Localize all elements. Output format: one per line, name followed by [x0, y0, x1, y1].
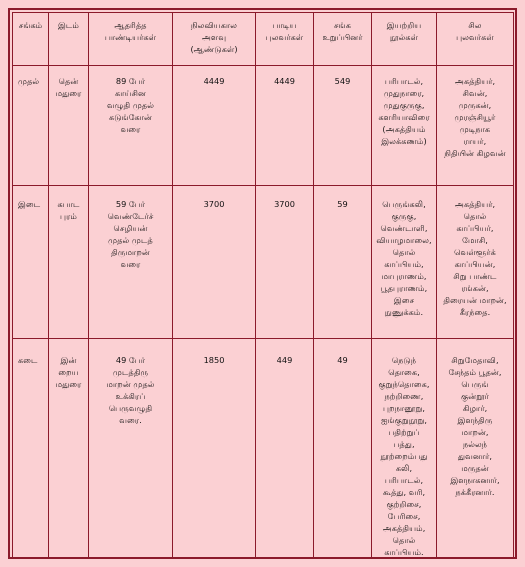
- cell-sangam: கடை: [13, 339, 49, 559]
- cell-some-poets: அகத்தியர், சிவன், முருகன், முரஞ்சியூர் முடிநாக ராயர், நிதியின் கிழவன்: [437, 66, 514, 186]
- cell-members: 59: [314, 186, 372, 339]
- sangam-table: [12, 12, 514, 559]
- cell-place: தென் மதுரை: [49, 66, 89, 186]
- cell-members: 49: [314, 339, 372, 559]
- cell-works: நெடுந் தொகை, குறுந்தொகை, நற்றிணை, புறநானூறு, ஐங்குறுநூறு, பதிற்றுப் பத்து, நூற்றைம்பது கலி, பரிபாடல், கூத்து, வரி, குற்றிசை, பேரிசை, அகத்தியம், தொல் காப்பியம்.: [372, 339, 437, 559]
- cell-kings: 59 பேர் வெண்டேர்ச் செழியன் முதல் முடத் திருமாறன் வரை: [89, 186, 173, 339]
- header-kings: ஆதரித்த பாண்டியர்கள்: [89, 13, 173, 66]
- cell-some-poets: அகத்தியர், தொல் காப்பியர், மோசி, வெள்ளூர்க் காப்பியன், சிறு பாண்ட ரங்கன், திரையன் மாறன், கீரந்தை.: [437, 186, 514, 339]
- header-sangam: சங்கம்: [13, 13, 49, 66]
- cell-duration: 4449: [173, 66, 256, 186]
- cell-poets: 4449: [256, 66, 314, 186]
- table-row: [13, 66, 514, 186]
- cell-some-poets: சிறுமேதாவி, சேந்தம் பூதன், பெருங் குன்றூர் கிழார், இளந்திரு மாறன், நல்லந் துவனார், மருதன் இளநாகனார், நக்கீரனார்.: [437, 339, 514, 559]
- cell-works: பரிபாடல், முதுநாரை, முதுகுருகு, களரியாவிரை (அகத்தியம் இலக்கணம்): [372, 66, 437, 186]
- table-row: [13, 339, 514, 559]
- header-place: இடம்: [49, 13, 89, 66]
- cell-members: 549: [314, 66, 372, 186]
- cell-place: இன் றைய மதுரை: [49, 339, 89, 559]
- header-works: இயற்றிய நூல்கள்: [372, 13, 437, 66]
- cell-place: கபாட புரம்: [49, 186, 89, 339]
- header-poets: பாடிய புலவர்கள்: [256, 13, 314, 66]
- header-some-poets: சில புலவர்கள்: [437, 13, 514, 66]
- cell-sangam: இடை: [13, 186, 49, 339]
- cell-kings: 89 பேர் காய்சின வழுதி முதல் கடுங்கோன் வரை: [89, 66, 173, 186]
- header-members: சங்க உறுப்பினர்: [314, 13, 372, 66]
- cell-poets: 449: [256, 339, 314, 559]
- cell-duration: 3700: [173, 186, 256, 339]
- cell-sangam: முதல்: [13, 66, 49, 186]
- header-duration: நிலவியகால அளவு (ஆண்டுகள்): [173, 13, 256, 66]
- header-row: [13, 13, 514, 66]
- table-row: [13, 186, 514, 339]
- cell-duration: 1850: [173, 339, 256, 559]
- cell-kings: 49 பேர் முடத்திரு மாறன் முதல் உக்கிரப் பெருவழுதி வரை.: [89, 339, 173, 559]
- cell-poets: 3700: [256, 186, 314, 339]
- cell-works: பெருங்கலி, குருகு, வெண்டாளி, வியாழமாலை, தொல் காப்பியம், மாபுராணம், பூதபுராணம், இசை நுணுக்கம்.: [372, 186, 437, 339]
